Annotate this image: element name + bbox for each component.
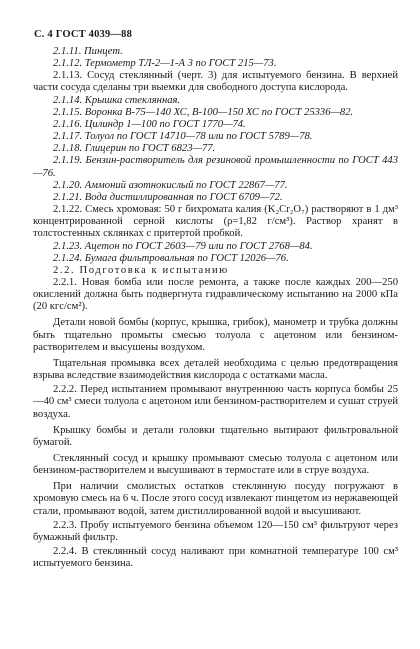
paragraph-2-1-12: 2.1.12. Термометр ТЛ-2—1-А 3 по ГОСТ 215—73.	[53, 58, 277, 70]
paragraph-2-1-24: 2.1.24. Бумага фильтровальная по ГОСТ 12026—76.	[53, 252, 289, 264]
paragraph-bomb-lid: Крышку бомбы и детали головки тщательно вытирают фильтровальной бумагой.	[33, 424, 398, 448]
section-heading-2-2: 2.2. Подготовка к испытанию	[53, 264, 229, 276]
paragraph-2-1-21: 2.1.21. Вода дистиллированная по ГОСТ 6709—72.	[53, 191, 283, 203]
paragraph-2-1-15: 2.1.15. Воронка В-75—140 ХС, В-100—150 ХС по ГОСТ 25336—82.	[53, 106, 354, 118]
paragraph-2-1-20: 2.1.20. Аммоний азотнокислый по ГОСТ 22867—77.	[53, 179, 288, 191]
paragraph-2-2-2: 2.2.2. Перед испытанием промывают внутреннюю часть корпуса бомбы 25—40 см³ смеси толуола с ацетоном или бензином-растворителем и сушат струей воздуха.	[33, 384, 398, 420]
paragraph-new-bomb-parts: Детали новой бомбы (корпус, крышка, грибок), манометр и трубка должны быть тщательно промыты смесью толуола с ацетоном или бензином-растворителем и высушены воздухом.	[33, 317, 398, 353]
paragraph-2-2-3: 2.2.3. Пробу испытуемого бензина объемом 120—150 см³ фильтруют через бумажный фильтр.	[33, 519, 398, 543]
paragraph-resin-residue: При наличии смолистых остатков стеклянную посуду погружают в хромовую смесь на 6 ч. После этого сосуд извлекают пинцетом из нержавеющей стали, промывают водой, затем дистиллированной водой и высушивают.	[33, 481, 398, 517]
paragraph-2-2-4: 2.2.4. В стеклянный сосуд наливают при комнатной температуре 100 см³ испытуемого бензина.	[33, 546, 398, 570]
page-header: С. 4 ГОСТ 4039—88	[34, 29, 133, 40]
paragraph-2-1-23: 2.1.23. Ацетон по ГОСТ 2603—79 или по ГОСТ 2768—84.	[53, 240, 313, 252]
paragraph-2-1-11: 2.1.11. Пинцет.	[53, 46, 123, 57]
paragraph-2-1-19: 2.1.19. Бензин-растворитель для резиновой промышленности по ГОСТ 443—76.	[33, 155, 398, 179]
paragraph-glass-vessel: Стеклянный сосуд и крышку промывают смесью толуола с ацетоном или бензином-растворителем и высушивают в термостате или в струе воздуха.	[33, 453, 398, 477]
paragraph-2-1-17: 2.1.17. Толуол по ГОСТ 14710—78 или по ГОСТ 5789—78.	[53, 131, 313, 143]
paragraph-2-1-13: 2.1.13. Сосуд стеклянный (черт. 3) для испытуемого бензина. В верхней части сосуда сделаны три выемки для свободного доступа кислорода.	[33, 70, 398, 94]
paragraph-careful-washing: Тщательная промывка всех деталей необходима с целью предотвращения взрыва вследствие взаимодействия кислорода с остатками масла.	[33, 357, 398, 382]
paragraph-2-1-22: 2.1.22. Смесь хромовая: 50 г бихромата калия (K₂Cr₂O₇) растворяют в 1 дм³ концентрированной серной кислоты (ρ=1,82 г/см³). Раствор хранят в толстостенных склянках с притертой пробкой.	[33, 204, 398, 240]
paragraph-2-2-1: 2.2.1. Новая бомба или после ремонта, а также после каждых 200—250 окислений должна быть подвергнута гидравлическому испытанию на 2000 кПа (20 кгс/см²).	[33, 276, 398, 313]
document-body	[33, 46, 398, 570]
paragraph-2-1-18: 2.1.18. Глицерин по ГОСТ 6823—77.	[53, 143, 216, 155]
paragraph-2-1-16: 2.1.16. Цилиндр 1—100 по ГОСТ 1770—74.	[53, 118, 246, 130]
paragraph-2-1-14: 2.1.14. Крышка стеклянная.	[53, 94, 181, 106]
